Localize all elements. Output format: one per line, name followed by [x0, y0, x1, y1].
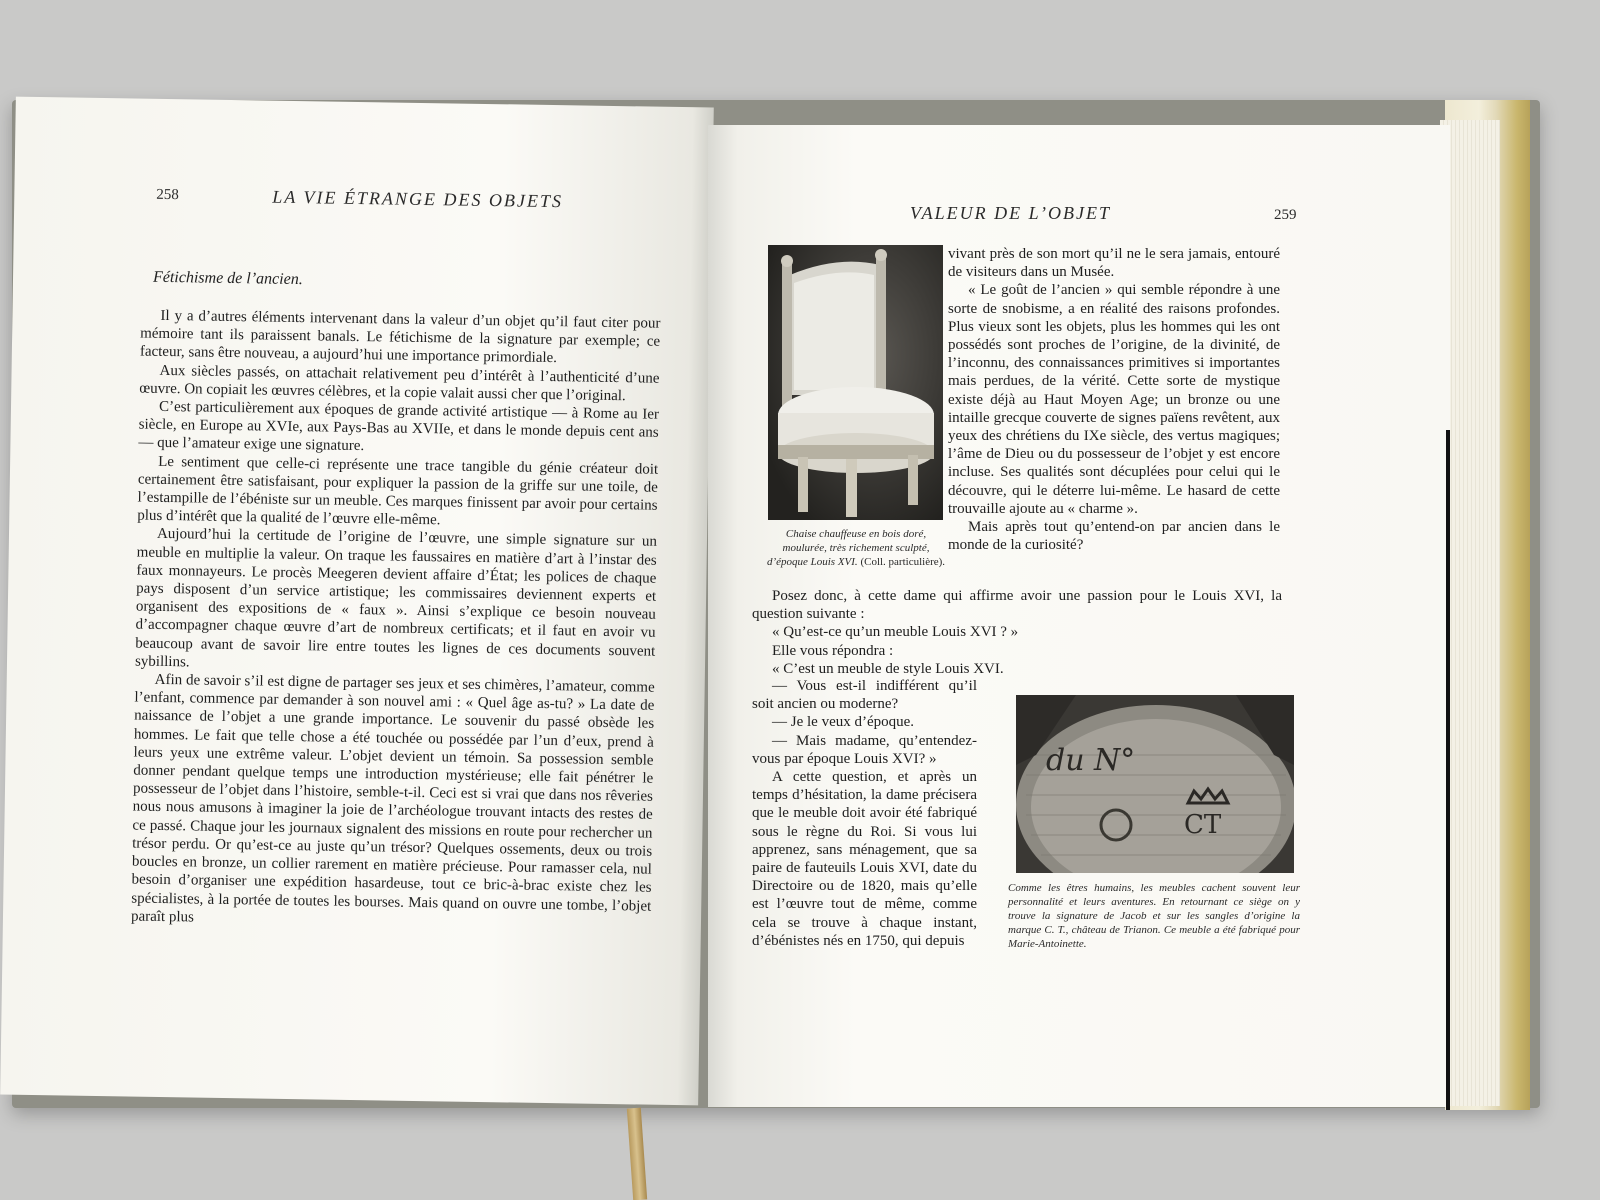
paragraph: Afin de savoir s’il est digne de partager ses jeux et ses chimères, l’amateur, comme l’enfant, commence par demander à son nouvel ami : « Quel âge as-tu? » La date de naissance de l’objet a une grande importance. Le souvenir du passé obsède les hommes. Le fait que telle chose a été touchée ou possédée par l’un d’eux, prend à leurs yeux une extrême valeur. L’objet devient un témoin. Sa possession semble donner pendant quelque temps une introduction mystérieuse; elle fait pénétrer le possesseur de l’objet dans l’histoire, semble-t-il. Ceci est si vrai que dans nos rêveries nous nous amusons à imaginer la joie de l’archéologue trouvant intacts des restes de ce passé. Chaque jour les journaux signalent des missions en route pour rechercher un trésor perdu. Or qu’est-ce au juste qu’un trésor? Quelques ossements, deux ou trois boucles en bronze, un collier rarement en matière précieuse. Pour ramasser cela, nul besoin d’organiser une expédition hasardeuse, tout ce bric-à-brac existe chez les spécialistes, à la portée de toutes les bourses. Mais quand on ouvre une tombe, l’objet paraît plus: [130, 671, 655, 926]
photo-chair: [768, 245, 943, 520]
paragraph: Il y a d’autres éléments intervenant dans la valeur d’un objet qu’il faut citer pour mémoire tant ils paraissent banals. Le fétichisme de la signature par exemple; ce facteur, sans être nouveau, a aujourd’hui une importance primordiale.: [139, 307, 661, 367]
seat-underside-illustration: [1016, 695, 1294, 873]
paragraph: A cette question, et après un temps d’hésitation, la dame précisera que le meuble doit avoir été fabriqué sous le règne du Roi. Si vous lui apprenez, sans ménagement, que sa paire de fauteuils Louis XVI, date du Directoire ou de 1820, mais qu’elle est l’œuvre tout de même, comme cela se trouve à chaque instant, d’ébénistes nés en 1750, qui depuis: [752, 769, 977, 949]
caption-chair-italic: Chaise chauffeuse en bois doré, moulurée, très richement sculpté, d’époque Louis XVI.: [766, 528, 930, 568]
paragraph: Mais après tout qu’entend-on par ancien dans le monde de la curiosité?: [948, 519, 1280, 554]
dialogue-line: — Mais madame, qu’entendez-vous par époque Louis XVI? »: [752, 732, 977, 767]
dialogue-line: Elle vous répondra :: [772, 642, 894, 659]
paragraph: Posez donc, à cette dame qui affirme avoir une passion pour le Louis XVI, la question suivante :: [752, 588, 1282, 623]
right-narrow-text: [752, 677, 977, 950]
caption-seat: Comme les êtres humains, les meubles cachent souvent leur personnalité et leurs aventures. En retournant ce siège on y trouve la signature de Jacob et sur les sangles d’origine la marque C. T., château de Trianon. Ce meuble a été fabriqué pour Marie-Antoinette.: [1008, 882, 1300, 950]
dialogue-line: — Vous est-il indifférent qu’il soit ancien ou moderne?: [752, 678, 977, 713]
right-column-text: [948, 245, 1280, 554]
paragraph: Le sentiment que celle-ci représente une trace tangible du génie créateur doit certainement être satisfaisant, pour expliquer la passion de la griffe sur une toile, de l’estampille de l’ébéniste sur un meuble. Ces marques finissent par avoir pour certains plus d’intérêt que la qualité de l’œuvre elle-même.: [137, 453, 659, 529]
section-title: Fétichisme de l’ancien.: [152, 268, 303, 289]
page-number-right: 259: [1274, 207, 1297, 223]
photo-inscription: du N°: [1046, 743, 1136, 778]
dialogue-line: — Je le veux d’époque.: [772, 714, 915, 731]
paragraph: « Le goût de l’ancien » qui semble répondre à une sorte de snobisme, a en réalité des raisons profondes. Plus vieux sont les objets, plus les hommes qui les ont possédés sont proches de l’origine, de la divinité, de l’inconnu, des connaissances primitives si importantes mais perdues, de la vérité. Cette sorte de mystique existe déjà au Haut Moyen Age; un bronze ou une intaille grecque couverte de signes païens revêtent, aux yeux des chrétiens du IXe siècle, des vertus magiques; l’âme de Dieu ou du possesseur de l’objet y est encore incluse. Ses qualités sont décuplées pour celui qui le découvre, qui le déterre lui-même. Le hasard de cette trouvaille ajoute au « charme ».: [948, 282, 1280, 517]
photo-mark-ct: CT: [1184, 810, 1222, 840]
bookmark-ribbon: [627, 1108, 647, 1200]
left-body-text: [131, 307, 661, 934]
caption-chair-collection: (Coll. particulière).: [860, 556, 946, 568]
paragraph: Aujourd’hui la certitude de l’origine de l’œuvre, une simple signature sur un meuble en multiplie la valeur. On traque les faussaires en matière d’art à l’instar des faux monnayeurs. Le procès Meegeren devient affaire d’État; les polices de chaque pays disposent d’un service artistique; les commissaires deviennent experts et organisent des expositions de « faux ». Ainsi s’explique ce besoin nouveau d’accompagner chaque œuvre d’art de nombreux certificats; et il faut en avoir vu beaucoup avant de savoir lire entre toutes les lignes de ces documents souvent sybillins.: [134, 526, 658, 671]
paragraph: C’est particulièrement aux époques de grande activité artistique — à Rome au Ier siècle, en Europe au XVIe, aux Pays-Bas au XVIIe, et dans le monde depuis cent ans — que l’amateur exige une signature.: [138, 398, 660, 455]
chair-illustration: [768, 245, 943, 520]
photo-seat-underside: [1016, 695, 1294, 873]
paragraph: Aux siècles passés, on attachait relativement peu d’intérêt à l’authenticité d’une œuvre. On copiait les œuvres célèbres, et la copie valait aussi cher que l’original.: [139, 362, 660, 405]
right-page: [708, 125, 1450, 1107]
right-full-text: [752, 587, 1282, 678]
dialogue-line: « C’est un meuble de style Louis XVI.: [772, 660, 1004, 677]
page-number-left: 258: [156, 186, 179, 204]
paragraph: vivant près de son mort qu’il ne le sera jamais, entouré de visiteurs dans un Musée.: [948, 246, 1280, 281]
page-shadow: [1446, 430, 1450, 1110]
running-head-left: LA VIE ÉTRANGE DES OBJETS: [272, 186, 564, 212]
caption-chair: [766, 527, 946, 569]
running-head-right: VALEUR DE L’OBJET: [910, 203, 1111, 223]
left-page: [0, 97, 714, 1106]
dialogue-line: « Qu’est-ce qu’un meuble Louis XVI ? »: [772, 624, 1019, 641]
